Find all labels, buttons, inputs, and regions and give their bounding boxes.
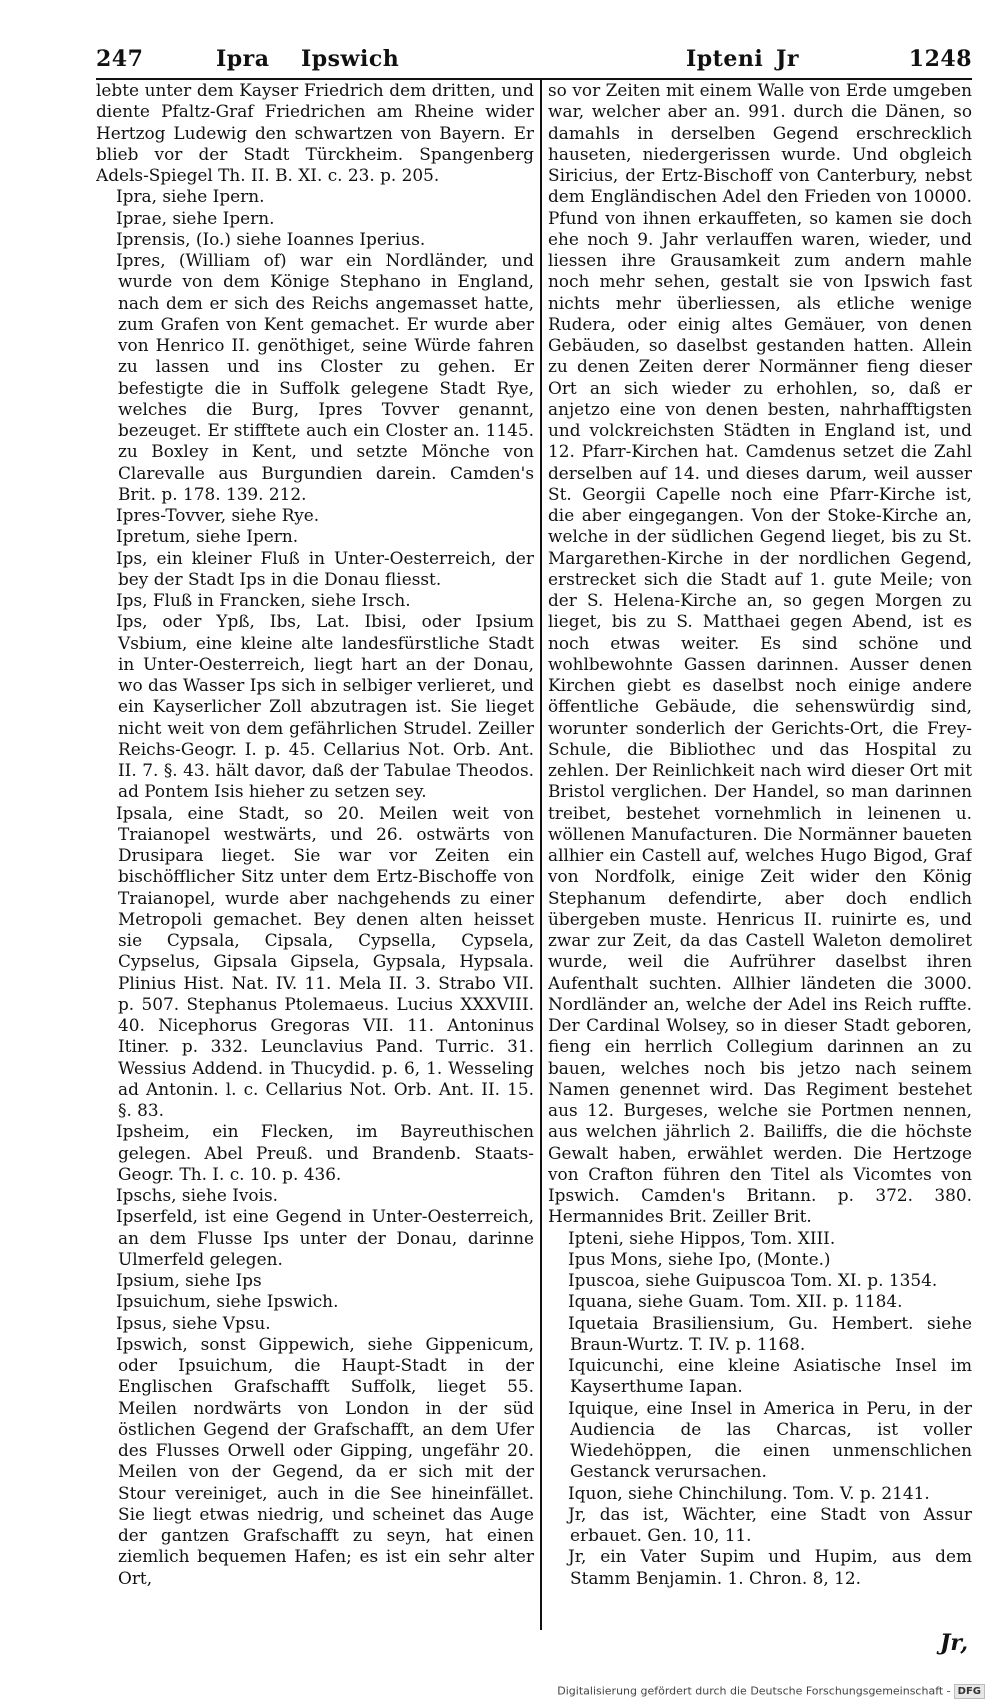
dictionary-entry: Jr, das ist, Wächter, eine Stadt von Assur erbauet. Gen. 10, 11. <box>568 1503 972 1545</box>
left-catchword-2: Ipswich <box>301 46 400 72</box>
dfg-badge: DFG <box>954 1684 985 1699</box>
dictionary-entry: lebte unter dem Kayser Friedrich dem dritten, und diente Pfaltz-Graf Friedrichen am Rheine wider Hertzog Ludewig den schwartzen von Bayern. Er blieb vor der Stadt Türckheim. Spangenberg Adels-Spiegel Th. II. B. XI. c. 23. p. 205. <box>96 80 534 185</box>
dictionary-entry: Ipuscoa, siehe Guipuscoa Tom. XI. p. 1354. <box>568 1270 938 1290</box>
bottom-catchword: Jr, <box>939 1630 968 1656</box>
dictionary-entry: Ipserfeld, ist eine Gegend in Unter-Oesterreich, an dem Flusse Ips unter der Donau, darinne Ulmerfeld gelegen. <box>116 1206 534 1269</box>
right-catchword-1: Ipteni <box>686 46 764 72</box>
dictionary-entry: Iquicunchi, eine kleine Asiatische Insel im Kayserthume Iapan. <box>568 1355 972 1397</box>
dictionary-entry: so vor Zeiten mit einem Walle von Erde umgeben war, welcher aber an. 991. durch die Dänen, so damahls in derselben Gegend erschrecklich hauseten, niedergerissen wurde. Und obgleich Siricius, der Ertz-Bischoff von Canterbury, nebst dem Engländischen Adel den Frieden von 10000. Pfund von ihnen erkauffeten, so kamen sie doch ehe noch 9. Jahr verlauffen waren, wieder, und liessen ihre Grausamkeit zum andern mahle noch mehr sehen, gestalt sie von Ipswich fast nichts mehr überliessen, als etliche wenige Rudera, oder einig altes Gemäuer, von denen Gebäuden, so daselbst gestanden hatten. Allein zu denen Zeiten derer Normänner fieng dieser Ort an sich wieder zu erhohlen, so, daß er anjetzo eine von denen besten, nahrhafftigsten und volckreichsten Städten in England ist, und 12. Pfarr-Kirchen hat. Camdenus setzet die Zahl derselben auf 14. und dieses darum, weil ausser St. Georgii Capelle noch eine Pfarr-Kirche ist, die aber eingegangen. Von der Stoke-Kirche an, welche in der südlichen Gegend lieget, bis zu St. Margarethen-Kirche in der nordlichen Gegend, erstrecket sich die Stadt auf 1. gute Meile; von der S. Helena-Kirche an, so gegen Morgen zu lieget, bis zu S. Matthaei gegen Abend, ist es noch etwas weiter. Es sind schöne und wohlbewohnte Gassen darinnen. Ausser denen Kirchen giebt es daselbst noch einige andere öffentliche Gebäude, die sehenswürdig sind, worunter sonderlich der Gerichts-Ort, die Frey-Schule, die Bibliothec und das Hospital zu zehlen. Der Reinlichkeit nach wird dieser Ort mit Bristol verglichen. Der Handel, so man darinnen treibet, bestehet vornehmlich in leinenen u. wöllenen Manufacturen. Die Normänner baueten allhier ein Castell auf, welches Hugo Bigod, Graf von Nordfolk, einige Zeit wider den König Stephanum defendirte, aber doch endlich übergeben muste. Henricus II. ruinirte es, und zwar zur Zeit, da das Castell Waleton demoliret wurde, weil die Aufrührer daselbst ihren Aufenthalt suchten. Allhier ländeten die 3000. Nordländer an, welche der Adel ins Reich ruffte. Der Cardinal Wolsey, so in dieser Stadt geboren, fieng ein herrlich Collegium darinnen an zu bauen, welches noch bis jetzo nach seinem Namen genennet wird. Das Regiment bestehet aus 12. Burgeses, welche sie Portmen nennen, aus welchen jährlich 2. Bailiffs, die die höchste Gewalt haben, erwählet werden. Die Hertzoge von Crafton führen den Titel als Vicomtes von Ipswich. Camden's Britann. p. 372. 380. Hermannides Brit. Zeiller Brit. <box>548 80 972 1227</box>
footer <box>480 1684 985 1700</box>
dictionary-entry: Ips, oder Ypß, Ibs, Lat. Ibisi, oder Ipsium Vsbium, eine kleine alte landesfürstliche Stadt in Unter-Oesterreich, liegt hart an der Donau, wo das Wasser Ips sich in selbiger verlieret, und ein Kayserlicher Zoll abzutragen ist. Sie lieget nicht weit von dem gefährlichen Strudel. Zeiller Reichs-Geogr. I. p. 45. Cellarius Not. Orb. Ant. II. 7. §. 43. hält davor, daß der Tabulae Theodos. ad Pontem Isis hieher zu setzen sey. <box>116 611 534 802</box>
dictionary-entry: Ipsala, eine Stadt, so 20. Meilen weit von Traianopel westwärts, und 26. ostwärts von Drusipara lieget. Sie war vor Zeiten ein bischöfflicher Sitz unter dem Ertz-Bischoffe von Traianopel, wurde aber nachgehends zu einer Metropoli gemachet. Bey denen alten heisset sie Cypsala, Cipsala, Cypsella, Cypsela, Cypselus, Gipsala Gipsela, Gypsala, Hypsala. Plinius Hist. Nat. IV. 11. Mela II. 3. Strabo VII. p. 507. Stephanus Ptolemaeus. Lucius XXXVIII. 40. Nicephorus Gregoras VII. 11. Antoninus Itiner. p. 332. Leunclavius Pand. Turric. 31. Wessius Addend. in Thucydid. p. 6, 1. Wesseling ad Antonin. l. c. Cellarius Not. Orb. Ant. II. 15. §. 83. <box>116 802 534 1120</box>
dictionary-entry: Ipswich, sonst Gippewich, siehe Gippenicum, oder Ipsuichum, die Haupt-Stadt in der Englischen Grafschafft Suffolk, lieget 55. Meilen nordwärts von London in der süd östlichen Gegend der Grafschafft, an dem Ufer des Flusses Orwell oder Gipping, ungefähr 20. Meilen von der Gegend, da er sich mit der Stour vereiniget, auch in die See hineinfället. Sie liegt etwas niedrig, und scheinet das Auge der gantzen Grafschafft zu seyn, hat einen ziemlich bequemen Hafen; es ist ein sehr alter Ort, <box>116 1333 534 1588</box>
dictionary-entry: Ips, Fluß in Francken, siehe Irsch. <box>116 590 411 610</box>
dictionary-entry: Iquetaia Brasiliensium, Gu. Hembert. siehe Braun-Wurtz. T. IV. p. 1168. <box>568 1312 972 1354</box>
dictionary-entry: Ipschs, siehe Ivois. <box>116 1185 279 1205</box>
footer-text: Digitalisierung gefördert durch die Deutsche Forschungsgemeinschaft - <box>557 1684 951 1698</box>
dictionary-entry: Ipsheim, ein Flecken, im Bayreuthischen gelegen. Abel Preuß. und Brandenb. Staats-Geogr. Th. I. c. 10. p. 436. <box>116 1121 534 1184</box>
right-page-number: 1248 <box>908 46 972 72</box>
left-page-number: 247 <box>96 46 144 72</box>
dictionary-entry: Iquon, siehe Chinchilung. Tom. V. p. 2141. <box>568 1482 930 1503</box>
column-divider <box>540 80 542 1630</box>
dictionary-entry: Ipsus, siehe Vpsu. <box>116 1312 271 1333</box>
dictionary-entry: Iprensis, (Io.) siehe Ioannes Iperius. <box>116 228 426 249</box>
dictionary-entry: Iprae, siehe Ipern. <box>116 207 275 228</box>
dictionary-entry: Ipretum, siehe Ipern. <box>116 526 299 547</box>
dictionary-entry: Ipres, (William of) war ein Nordländer, und wurde von dem Könige Stephano in England, nach dem er sich des Reichs angemasset hatte, zum Grafen von Kent gemachet. Er wurde aber von Henrico II. genöthiget, seine Würde fahren zu lassen und ins Closter zu gehen. Er befestigte die in Suffolk gelegene Stadt Rye, welches die Burg, Ipres Tovver genannt, bezeuget. Er stifftete auch ein Closter an. 1145. zu Boxley in Kent, und setzte Mönche von Clarevalle aus Burgundien darein. Camden's Brit. p. 178. 139. 212. <box>116 250 534 504</box>
dictionary-entry: Ips, ein kleiner Fluß in Unter-Oesterreich, der bey der Stadt Ips in die Donau fliesst. <box>116 547 534 589</box>
dictionary-entry: Iquana, siehe Guam. Tom. XII. p. 1184. <box>568 1291 903 1312</box>
dictionary-entry: Jr, ein Vater Supim und Hupim, aus dem Stamm Benjamin. 1. Chron. 8, 12. <box>568 1546 972 1588</box>
dictionary-entry: Ipsium, siehe Ips <box>116 1270 262 1290</box>
right-catchword-2: Jr <box>776 46 799 72</box>
left-column <box>96 80 534 1634</box>
dictionary-entry: Ipra, siehe Ipern. <box>116 186 265 207</box>
dictionary-entry: Ipus Mons, siehe Ipo, (Monte.) <box>568 1248 831 1269</box>
dictionary-entry: Ipres-Tovver, siehe Rye. <box>116 505 320 525</box>
dictionary-entry: Iquique, eine Insel in America in Peru, in der Audiencia de las Charcas, ist voller Wiedehöppen, die einen unmenschlichen Gestanck verursachen. <box>568 1397 972 1482</box>
dictionary-entry: Ipsuichum, siehe Ipswich. <box>116 1291 339 1312</box>
right-column <box>548 80 972 1634</box>
page-header <box>96 44 972 78</box>
left-catchword-1: Ipra <box>216 46 270 72</box>
dictionary-entry: Ipteni, siehe Hippos, Tom. XIII. <box>568 1227 836 1248</box>
